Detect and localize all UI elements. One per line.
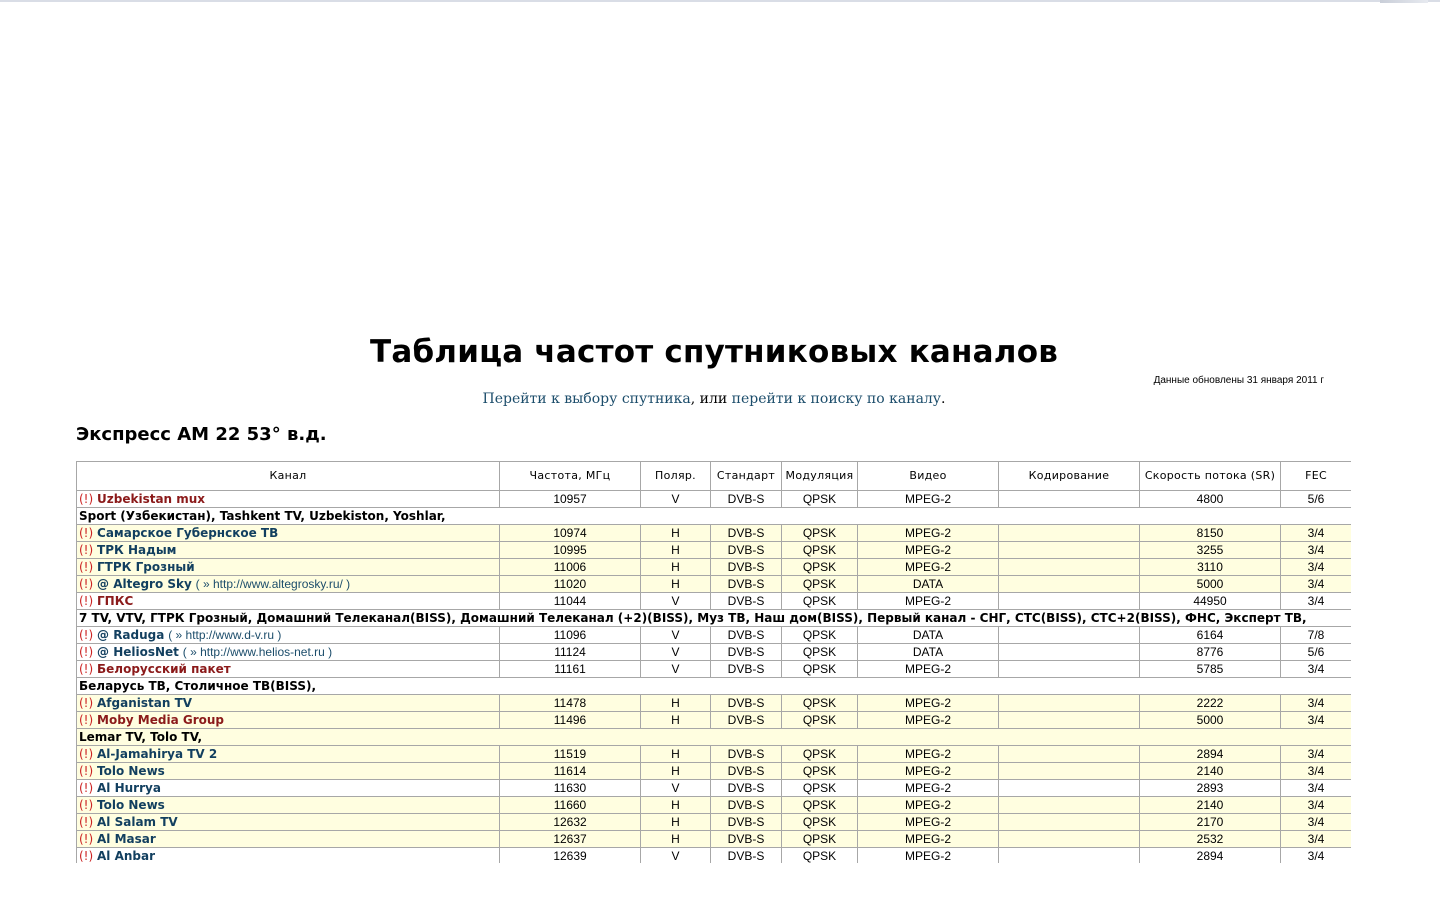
- col-header-encoding[interactable]: Кодирование: [999, 462, 1140, 491]
- cell-modulation: QPSK: [782, 491, 858, 508]
- cell-frequency: 11660: [500, 797, 641, 814]
- cell-symbol-rate: 8150: [1140, 525, 1281, 542]
- cell-fec: 3/4: [1281, 525, 1352, 542]
- package-channel-list[interactable]: Беларусь ТВ, Столичное ТВ(BISS),: [77, 678, 1352, 695]
- cell-frequency: 11020: [500, 576, 641, 593]
- cell-frequency: 11496: [500, 712, 641, 729]
- table-row: [77, 831, 1352, 848]
- report-error-link[interactable]: (!): [79, 696, 94, 710]
- cell-encoding: [999, 593, 1140, 610]
- channel-name-link[interactable]: Al-Jamahirya TV 2: [97, 747, 218, 761]
- page-title: Таблица частот спутниковых каналов: [369, 334, 1059, 370]
- cell-symbol-rate: 8776: [1140, 644, 1281, 661]
- table-row: [77, 848, 1352, 864]
- cell-channel: [77, 542, 500, 559]
- cell-channel: [77, 491, 500, 508]
- nav-separator: , или: [690, 391, 732, 407]
- table-row: [77, 644, 1352, 661]
- channel-name-link[interactable]: Moby Media Group: [97, 713, 224, 727]
- cell-video: MPEG-2: [858, 797, 999, 814]
- report-error-link[interactable]: (!): [79, 628, 94, 642]
- col-header-standard[interactable]: Стандарт: [711, 462, 782, 491]
- report-error-link[interactable]: (!): [79, 577, 94, 591]
- channel-name-link[interactable]: Al Salam TV: [97, 815, 178, 829]
- cell-modulation: QPSK: [782, 831, 858, 848]
- cell-channel: [77, 559, 500, 576]
- cell-frequency: 12632: [500, 814, 641, 831]
- cell-symbol-rate: 6164: [1140, 627, 1281, 644]
- cell-modulation: QPSK: [782, 695, 858, 712]
- cell-standard: DVB-S: [711, 695, 782, 712]
- channel-name-link[interactable]: Tolo News: [97, 764, 165, 778]
- package-channels-row: [77, 610, 1352, 627]
- report-error-link[interactable]: (!): [79, 662, 94, 676]
- cell-polarization: V: [641, 848, 711, 864]
- window-controls[interactable]: [1380, 0, 1428, 3]
- cell-fec: 3/4: [1281, 712, 1352, 729]
- col-header-video[interactable]: Видео: [858, 462, 999, 491]
- cell-standard: DVB-S: [711, 661, 782, 678]
- cell-frequency: 10995: [500, 542, 641, 559]
- nav-end: .: [941, 391, 946, 407]
- cell-symbol-rate: 5785: [1140, 661, 1281, 678]
- cell-modulation: QPSK: [782, 542, 858, 559]
- cell-encoding: [999, 797, 1140, 814]
- cell-encoding: [999, 644, 1140, 661]
- table-row: [77, 593, 1352, 610]
- cell-polarization: V: [641, 593, 711, 610]
- cell-polarization: H: [641, 831, 711, 848]
- cell-symbol-rate: 44950: [1140, 593, 1281, 610]
- cell-standard: DVB-S: [711, 542, 782, 559]
- package-channel-list[interactable]: Sport (Узбекистан), Tashkent TV, Uzbekiston, Yoshlar,: [77, 508, 1352, 525]
- cell-modulation: QPSK: [782, 593, 858, 610]
- cell-polarization: H: [641, 763, 711, 780]
- nav-line: [0, 391, 1428, 407]
- table-row: [77, 525, 1352, 542]
- cell-fec: 3/4: [1281, 763, 1352, 780]
- cell-frequency: 12637: [500, 831, 641, 848]
- channel-name-link[interactable]: ТРК Надым: [97, 543, 177, 557]
- cell-symbol-rate: 2140: [1140, 763, 1281, 780]
- cell-channel: [77, 797, 500, 814]
- cell-symbol-rate: 2894: [1140, 848, 1281, 864]
- report-error-link[interactable]: (!): [79, 492, 94, 506]
- package-channels-row: [77, 729, 1352, 746]
- cell-modulation: QPSK: [782, 644, 858, 661]
- table-row: [77, 661, 1352, 678]
- col-header-polarization[interactable]: Поляр.: [641, 462, 711, 491]
- cell-polarization: H: [641, 814, 711, 831]
- cell-channel: [77, 695, 500, 712]
- cell-modulation: QPSK: [782, 780, 858, 797]
- cell-symbol-rate: 4800: [1140, 491, 1281, 508]
- cell-encoding: [999, 695, 1140, 712]
- cell-encoding: [999, 525, 1140, 542]
- cell-fec: 3/4: [1281, 746, 1352, 763]
- cell-channel: [77, 763, 500, 780]
- cell-encoding: [999, 780, 1140, 797]
- cell-frequency: 10957: [500, 491, 641, 508]
- package-channel-list[interactable]: Lemar TV, Tolo TV,: [77, 729, 1352, 746]
- channel-name-link[interactable]: Белорусский пакет: [97, 662, 231, 676]
- cell-channel: [77, 627, 500, 644]
- cell-standard: DVB-S: [711, 814, 782, 831]
- cell-video: MPEG-2: [858, 814, 999, 831]
- channel-name-link[interactable]: ГТРК Грозный: [97, 560, 195, 574]
- cell-frequency: 11161: [500, 661, 641, 678]
- col-header-frequency[interactable]: Частота, МГц: [500, 462, 641, 491]
- channel-name-link[interactable]: @ Raduga: [97, 628, 165, 642]
- cell-symbol-rate: 2222: [1140, 695, 1281, 712]
- cell-frequency: 10974: [500, 525, 641, 542]
- cell-video: MPEG-2: [858, 491, 999, 508]
- channel-name-link[interactable]: Самарское Губернское ТВ: [97, 526, 279, 540]
- table-row: [77, 559, 1352, 576]
- cell-modulation: QPSK: [782, 814, 858, 831]
- channel-name-link[interactable]: Al Anbar: [97, 849, 156, 863]
- cell-channel: [77, 525, 500, 542]
- table-row: [77, 814, 1352, 831]
- channel-website-link[interactable]: ( » http://www.helios-net.ru ): [182, 645, 333, 659]
- cell-frequency: 11519: [500, 746, 641, 763]
- report-error-link[interactable]: (!): [79, 594, 94, 608]
- table-row: [77, 763, 1352, 780]
- table-row: [77, 695, 1352, 712]
- report-error-link[interactable]: (!): [79, 713, 94, 727]
- cell-symbol-rate: 2140: [1140, 797, 1281, 814]
- satellite-name: Экспресс АМ 22 53° в.д.: [76, 424, 327, 445]
- table-row: [77, 627, 1352, 644]
- cell-fec: 3/4: [1281, 780, 1352, 797]
- channel-website-link[interactable]: ( » http://www.d-v.ru ): [168, 628, 282, 642]
- cell-fec: 5/6: [1281, 644, 1352, 661]
- channel-name-link[interactable]: Al Masar: [97, 832, 156, 846]
- cell-symbol-rate: 2532: [1140, 831, 1281, 848]
- cell-frequency: 12639: [500, 848, 641, 864]
- choose-satellite-link[interactable]: Перейти к выбору спутника: [482, 391, 691, 407]
- cell-video: DATA: [858, 644, 999, 661]
- window-top-border: [0, 0, 1440, 2]
- cell-encoding: [999, 712, 1140, 729]
- cell-fec: 3/4: [1281, 814, 1352, 831]
- cell-fec: 3/4: [1281, 593, 1352, 610]
- cell-frequency: 11096: [500, 627, 641, 644]
- updated-note: Данные обновлены 31 января 2011 г: [1153, 375, 1324, 386]
- cell-frequency: 11006: [500, 559, 641, 576]
- cell-polarization: V: [641, 627, 711, 644]
- report-error-link[interactable]: (!): [79, 764, 94, 778]
- cell-channel: [77, 831, 500, 848]
- cell-symbol-rate: 2893: [1140, 780, 1281, 797]
- report-error-link[interactable]: (!): [79, 747, 94, 761]
- channel-name-link[interactable]: ГПКС: [97, 594, 134, 608]
- cell-symbol-rate: 3255: [1140, 542, 1281, 559]
- cell-modulation: QPSK: [782, 712, 858, 729]
- search-channel-link[interactable]: перейти к поиску по каналу: [731, 391, 942, 407]
- cell-modulation: QPSK: [782, 559, 858, 576]
- cell-fec: 5/6: [1281, 491, 1352, 508]
- channel-name-link[interactable]: Al Hurrya: [97, 781, 161, 795]
- cell-frequency: 11124: [500, 644, 641, 661]
- cell-encoding: [999, 627, 1140, 644]
- cell-symbol-rate: 3110: [1140, 559, 1281, 576]
- report-error-link[interactable]: (!): [79, 798, 94, 812]
- col-header-channel[interactable]: Канал: [77, 462, 500, 491]
- cell-polarization: H: [641, 525, 711, 542]
- cell-standard: DVB-S: [711, 848, 782, 864]
- cell-encoding: [999, 491, 1140, 508]
- report-error-link[interactable]: (!): [79, 560, 94, 574]
- col-header-modulation[interactable]: Модуляция: [782, 462, 858, 491]
- cell-symbol-rate: 2894: [1140, 746, 1281, 763]
- cell-fec: 3/4: [1281, 797, 1352, 814]
- cell-standard: DVB-S: [711, 712, 782, 729]
- cell-encoding: [999, 576, 1140, 593]
- cell-standard: DVB-S: [711, 831, 782, 848]
- cell-standard: DVB-S: [711, 593, 782, 610]
- cell-channel: [77, 848, 500, 864]
- cell-video: DATA: [858, 627, 999, 644]
- cell-standard: DVB-S: [711, 576, 782, 593]
- cell-polarization: H: [641, 797, 711, 814]
- cell-symbol-rate: 2170: [1140, 814, 1281, 831]
- channel-name-link[interactable]: @ Altegro Sky: [97, 577, 192, 591]
- cell-fec: 3/4: [1281, 542, 1352, 559]
- channel-name-link[interactable]: Afganistan TV: [97, 696, 193, 710]
- cell-standard: DVB-S: [711, 491, 782, 508]
- cell-fec: 3/4: [1281, 848, 1352, 864]
- table-row: [77, 491, 1352, 508]
- report-error-link[interactable]: (!): [79, 543, 94, 557]
- cell-frequency: 11630: [500, 780, 641, 797]
- cell-standard: DVB-S: [711, 763, 782, 780]
- col-header-fec[interactable]: FEC: [1281, 462, 1352, 491]
- cell-frequency: 11044: [500, 593, 641, 610]
- cell-video: MPEG-2: [858, 593, 999, 610]
- cell-encoding: [999, 814, 1140, 831]
- cell-channel: [77, 814, 500, 831]
- cell-encoding: [999, 763, 1140, 780]
- cell-channel: [77, 576, 500, 593]
- cell-modulation: QPSK: [782, 746, 858, 763]
- cell-video: MPEG-2: [858, 763, 999, 780]
- cell-encoding: [999, 848, 1140, 864]
- table-body: [77, 491, 1352, 864]
- cell-video: MPEG-2: [858, 661, 999, 678]
- cell-encoding: [999, 746, 1140, 763]
- cell-video: MPEG-2: [858, 848, 999, 864]
- cell-symbol-rate: 5000: [1140, 712, 1281, 729]
- cell-standard: DVB-S: [711, 746, 782, 763]
- cell-standard: DVB-S: [711, 644, 782, 661]
- cell-polarization: V: [641, 491, 711, 508]
- report-error-link[interactable]: (!): [79, 832, 94, 846]
- cell-polarization: V: [641, 661, 711, 678]
- package-channel-list[interactable]: 7 TV, VTV, ГТРК Грозный, Домашний Телеканал(BISS), Домашний Телеканал (+2)(BISS), Муз ТВ, Наш дом(BISS), Первый канал - СНГ, СТС(BISS), СТС+2(BISS), ФНС, Эксперт ТВ,: [77, 610, 1352, 627]
- cell-polarization: V: [641, 780, 711, 797]
- cell-polarization: H: [641, 542, 711, 559]
- table-row: [77, 746, 1352, 763]
- cell-fec: 3/4: [1281, 831, 1352, 848]
- cell-polarization: H: [641, 712, 711, 729]
- cell-frequency: 11478: [500, 695, 641, 712]
- col-header-symbol-rate[interactable]: Скорость потока (SR): [1140, 462, 1281, 491]
- table-row: [77, 797, 1352, 814]
- cell-channel: [77, 712, 500, 729]
- cell-frequency: 11614: [500, 763, 641, 780]
- cell-fec: 3/4: [1281, 559, 1352, 576]
- cell-polarization: H: [641, 576, 711, 593]
- channel-name-link[interactable]: Tolo News: [97, 798, 165, 812]
- cell-channel: [77, 746, 500, 763]
- cell-standard: DVB-S: [711, 780, 782, 797]
- channel-website-link[interactable]: ( » http://www.altegrosky.ru/ ): [195, 577, 351, 591]
- cell-polarization: H: [641, 559, 711, 576]
- cell-video: MPEG-2: [858, 780, 999, 797]
- cell-symbol-rate: 5000: [1140, 576, 1281, 593]
- cell-video: DATA: [858, 576, 999, 593]
- cell-fec: 3/4: [1281, 576, 1352, 593]
- cell-video: MPEG-2: [858, 746, 999, 763]
- cell-standard: DVB-S: [711, 559, 782, 576]
- cell-fec: 3/4: [1281, 695, 1352, 712]
- frequency-table: [76, 461, 1351, 863]
- report-error-link[interactable]: (!): [79, 849, 94, 863]
- report-error-link[interactable]: (!): [79, 526, 94, 540]
- cell-modulation: QPSK: [782, 848, 858, 864]
- cell-video: MPEG-2: [858, 542, 999, 559]
- channel-name-link[interactable]: Uzbekistan mux: [97, 492, 206, 506]
- report-error-link[interactable]: (!): [79, 815, 94, 829]
- cell-encoding: [999, 542, 1140, 559]
- report-error-link[interactable]: (!): [79, 781, 94, 795]
- cell-channel: [77, 593, 500, 610]
- cell-fec: 7/8: [1281, 627, 1352, 644]
- cell-modulation: QPSK: [782, 525, 858, 542]
- cell-modulation: QPSK: [782, 576, 858, 593]
- cell-standard: DVB-S: [711, 797, 782, 814]
- cell-encoding: [999, 661, 1140, 678]
- cell-channel: [77, 661, 500, 678]
- table-row: [77, 712, 1352, 729]
- frequency-table-wrap[interactable]: [76, 461, 1351, 863]
- cell-channel: [77, 780, 500, 797]
- cell-modulation: QPSK: [782, 627, 858, 644]
- cell-video: MPEG-2: [858, 695, 999, 712]
- cell-fec: 3/4: [1281, 661, 1352, 678]
- cell-polarization: H: [641, 746, 711, 763]
- package-channels-row: [77, 678, 1352, 695]
- table-row: [77, 780, 1352, 797]
- cell-modulation: QPSK: [782, 661, 858, 678]
- cell-standard: DVB-S: [711, 525, 782, 542]
- cell-polarization: H: [641, 695, 711, 712]
- cell-video: MPEG-2: [858, 559, 999, 576]
- cell-modulation: QPSK: [782, 763, 858, 780]
- cell-polarization: V: [641, 644, 711, 661]
- cell-video: MPEG-2: [858, 525, 999, 542]
- report-error-link[interactable]: (!): [79, 645, 94, 659]
- cell-channel: [77, 644, 500, 661]
- cell-encoding: [999, 831, 1140, 848]
- cell-encoding: [999, 559, 1140, 576]
- channel-name-link[interactable]: @ HeliosNet: [97, 645, 179, 659]
- cell-modulation: QPSK: [782, 797, 858, 814]
- package-channels-row: [77, 508, 1352, 525]
- cell-video: MPEG-2: [858, 831, 999, 848]
- cell-standard: DVB-S: [711, 627, 782, 644]
- table-row: [77, 576, 1352, 593]
- table-row: [77, 542, 1352, 559]
- cell-video: MPEG-2: [858, 712, 999, 729]
- table-header-row: [77, 462, 1352, 491]
